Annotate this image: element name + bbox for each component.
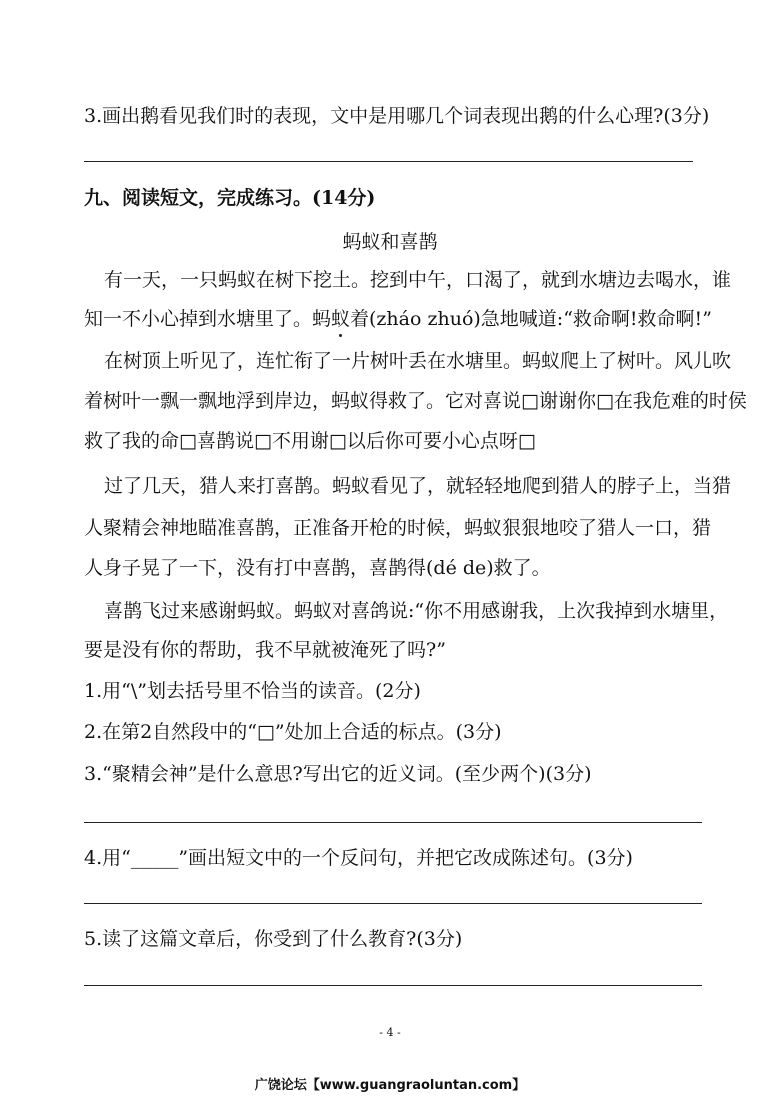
passage-title: 蚂蚁和喜鹊 [342, 231, 438, 253]
answer-line[interactable] [84, 903, 702, 904]
question-5: 5.读了这篇文章后，你受到了什么教育?(3分) [84, 928, 463, 950]
passage-line: 着树叶一飘一飘地浮到岸边，蚂蚁得救了。它对喜说□谢谢你□在我危难的时侯 [84, 390, 747, 412]
question-4: 4.用“_____”画出短文中的一个反问句，并把它改成陈述句。(3分) [84, 847, 633, 869]
passage-line: 人身子晃了一下，没有打中喜鹊，喜鹊得(dé de)救了。 [84, 557, 551, 579]
passage-line: 要是没有你的帮助，我不早就被淹死了吗?” [84, 639, 446, 661]
question-1: 1.用“\”划去括号里不恰当的读音。(2分) [84, 680, 421, 702]
emphasis-dot-icon [339, 334, 342, 337]
question-3: 3.“聚精会神”是什么意思?写出它的近义词。(至少两个)(3分) [84, 763, 592, 785]
section-heading: 九、阅读短文，完成练习。(14分) [84, 187, 376, 209]
passage-line: 知一不小心掉到水塘里了。蚂蚁着(zháo zhuó)急地喊道:“救命啊!救命啊!” [84, 308, 712, 330]
passage-line: 人聚精会神地瞄准喜鹊，正准备开枪的时候，蚂蚁狠狠地咬了猎人一口，猎 [84, 517, 712, 539]
passage-line: 喜鹊飞过来感谢蚂蚁。蚂蚁对喜鸽说:“你不用感谢我，上次我掉到水塘里， [104, 600, 729, 622]
passage-line: 在树顶上听见了，连忙衔了一片树叶丢在水塘里。蚂蚁爬上了树叶。风儿吹 [104, 350, 732, 372]
answer-line[interactable] [84, 985, 702, 986]
page-number: - 4 - [379, 1026, 401, 1039]
question-3-goose: 3.画出鹅看见我们时的表现，文中是用哪几个词表现出鹅的什么心理?(3分) [84, 105, 710, 127]
passage-line: 有一天，一只蚂蚁在树下挖土。挖到中午，口渴了，就到水塘边去喝水，谁 [104, 269, 732, 291]
footer-site-link[interactable]: 广饶论坛【www.guangraoluntan.com】 [254, 1078, 526, 1093]
answer-line[interactable] [84, 161, 693, 162]
passage-line: 过了几天，猎人来打喜鹊。蚂蚁看见了，就轻轻地爬到猎人的脖子上，当猎 [104, 475, 732, 497]
passage-line: 救了我的命□喜鹊说□不用谢□以后你可要小心点呀□ [84, 430, 536, 452]
answer-line[interactable] [84, 822, 702, 823]
question-2: 2.在第2自然段中的“□”处加上合适的标点。(3分) [84, 721, 502, 743]
